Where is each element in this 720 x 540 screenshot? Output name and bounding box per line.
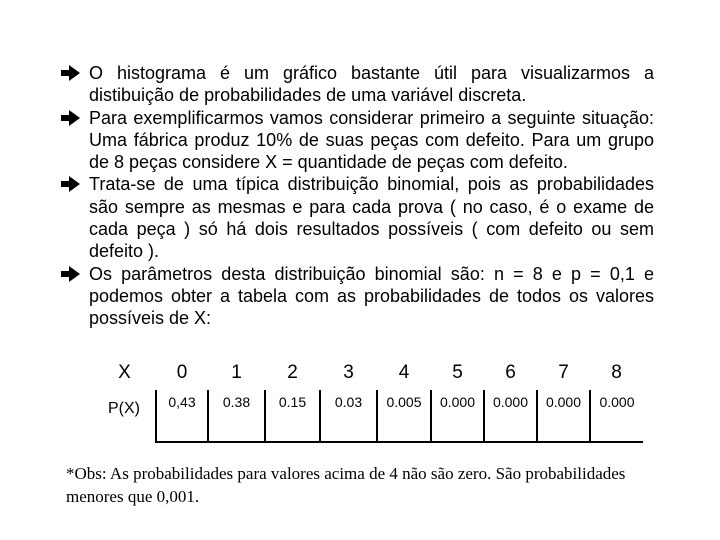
x-value: 3 <box>343 362 354 383</box>
x-value: 7 <box>558 362 569 383</box>
p-value: 0.000 <box>590 390 643 442</box>
bullet-item <box>60 107 654 174</box>
x-value: 0 <box>176 362 188 383</box>
bullet-list <box>60 62 654 330</box>
x-label: X <box>118 362 131 383</box>
p-value: 0.03 <box>320 390 377 442</box>
bullet-item <box>60 62 654 107</box>
arrow-right-icon <box>60 174 82 194</box>
x-value: 5 <box>452 362 463 383</box>
arrow-right-icon <box>60 264 82 284</box>
bullet-text: Os parâmetros desta distribuição binomial são: n = 8 e p = 0,1 e podemos obter a tabela com as probabilidades de todos os valores possíveis de X: <box>89 263 654 329</box>
p-value: 0.005 <box>377 390 431 442</box>
bullet-item <box>60 263 654 330</box>
bullet-text: Para exemplificarmos vamos considerar primeiro a seguinte situação: Uma fábrica produz 10% de suas peças com defeito. Para um grupo de 8 peças considere X = quantidade de peças com defeito. <box>89 107 654 173</box>
p-value: 0.000 <box>484 390 537 442</box>
x-value: 1 <box>231 362 242 383</box>
p-value: 0.38 <box>208 390 265 442</box>
p-value: 0.000 <box>431 390 484 442</box>
p-value: 0.000 <box>537 390 590 442</box>
arrow-right-icon <box>60 63 82 83</box>
x-value: 8 <box>611 362 622 383</box>
p-value: 0,43 <box>156 390 208 442</box>
probability-row <box>93 390 643 442</box>
footnote: *Obs: As probabilidades para valores acima de 4 não são zero. São probabilidades menores que 0,001. <box>66 464 626 506</box>
x-value: 4 <box>398 362 410 383</box>
x-value: 2 <box>287 362 298 383</box>
bullet-text: O histograma é um gráfico bastante útil para visualizarmos a distibuição de probabilidades de uma variável discreta. <box>89 63 654 106</box>
p-label: P(X) <box>108 400 140 417</box>
p-value: 0.15 <box>265 390 320 442</box>
x-value: 6 <box>505 362 516 383</box>
probability-table <box>93 356 643 443</box>
bullet-text: Trata-se de uma típica distribuição binomial, pois as probabilidades são sempre as mesmas e para cada prova ( no caso, é o exame de cada peça ) só há dois resultados possíveis ( com defeito ou sem defeito ). <box>89 174 654 262</box>
bullet-item <box>60 173 654 262</box>
x-row <box>93 356 643 390</box>
arrow-right-icon <box>60 108 82 128</box>
